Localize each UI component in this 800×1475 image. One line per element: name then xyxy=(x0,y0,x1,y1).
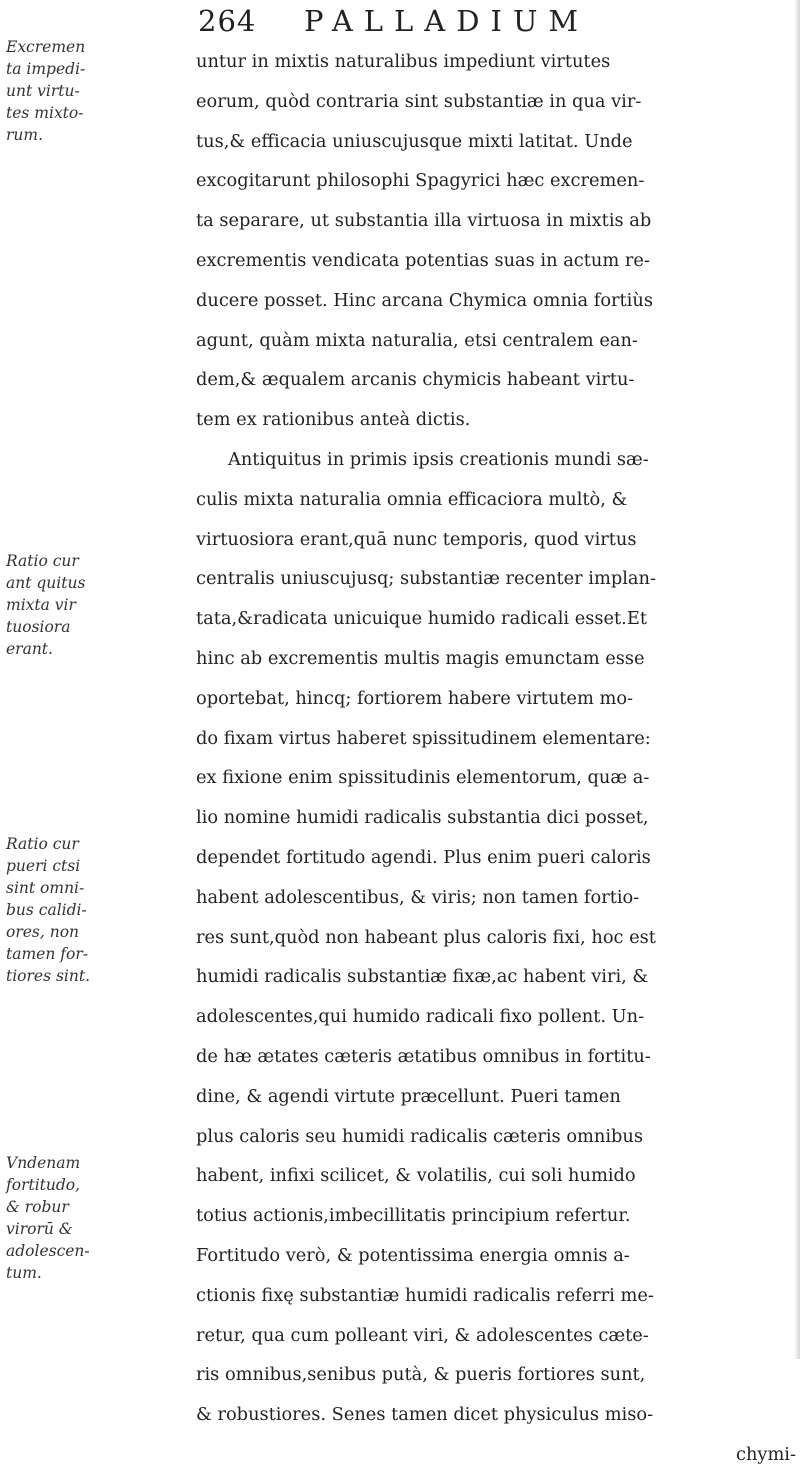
margin-note-strength xyxy=(6,1152,90,1284)
text-line: lio nomine humidi radicalis substantia dici posset, xyxy=(196,807,649,829)
margin-note-line: bus calidi- xyxy=(6,901,87,919)
text-line: adolescentes,qui humido radicali fixo pollent. Un- xyxy=(196,1006,645,1028)
text-line: eorum, quòd contraria sint substantiæ in qua vir- xyxy=(196,90,642,112)
running-title: PALLADIUM xyxy=(304,4,590,38)
margin-note-line: unt virtu- xyxy=(6,82,80,100)
text-line: ris omnibus,senibus putà, & pueris fortiores sunt, xyxy=(196,1364,646,1386)
margin-note-line: tes mixto- xyxy=(6,104,84,122)
text-line: agunt, quàm mixta naturalia, etsi centralem ean- xyxy=(196,329,638,351)
text-line: ctionis fixę substantiæ humidi radicalis referri me- xyxy=(196,1284,654,1306)
margin-note-line: virorū & xyxy=(6,1220,73,1238)
text-line: Antiquitus in primis ipsis creationis mundi sæ- xyxy=(228,448,649,470)
text-line: plus caloris seu humidi radicalis cæteris omnibus xyxy=(196,1125,643,1147)
text-line: res sunt,quòd non habeant plus caloris fixi, hoc est xyxy=(196,926,656,948)
text-line: retur, qua cum polleant viri, & adolescentes cæte- xyxy=(196,1324,649,1346)
text-line: excrementis vendicata potentias suas in actum re- xyxy=(196,249,650,271)
margin-note-excrements xyxy=(6,36,85,146)
text-line: ducere posset. Hinc arcana Chymica omnia fortiùs xyxy=(196,289,653,311)
text-line: ta separare, ut substantia illa virtuosa in mixtis ab xyxy=(196,210,652,232)
text-line: tata,&radicata unicuique humido radicali esset.Et xyxy=(196,608,647,630)
margin-note-line: & robur xyxy=(6,1198,69,1216)
text-line: Fortitudo verò, & potentissima energia omnis a- xyxy=(196,1244,630,1266)
text-line: tem ex rationibus anteà dictis. xyxy=(196,409,471,431)
page-number: 264 xyxy=(198,4,257,38)
catchword: chymi- xyxy=(735,1443,796,1465)
text-line: culis mixta naturalia omnia efficaciora multò, & xyxy=(196,488,628,510)
text-line: tus,& efficacia uniuscujusque mixti latitat. Unde xyxy=(196,130,633,152)
text-line: habent, infixi scilicet, & volatilis, cui soli humido xyxy=(196,1165,636,1187)
text-line: totius actionis,imbecillitatis principium refertur. xyxy=(196,1205,631,1227)
margin-note-line: tuosiora xyxy=(6,618,71,636)
margin-note-line: Ratio cur xyxy=(6,552,79,570)
margin-note-children xyxy=(6,833,90,987)
margin-note-line: mixta vir xyxy=(6,596,76,614)
margin-note-line: pueri ctsi xyxy=(6,857,81,875)
text-line: hinc ab excrementis multis magis emunctam esse xyxy=(196,647,645,669)
text-line: & robustiores. Senes tamen dicet physiculus miso- xyxy=(196,1404,654,1426)
margin-note-antiquity xyxy=(6,550,85,660)
margin-note-line: Vndenam xyxy=(6,1154,81,1172)
margin-note-line: adolescen- xyxy=(6,1242,90,1260)
text-line: oportebat, hincq; fortiorem habere virtutem mo- xyxy=(196,687,634,709)
margin-note-line: fortitudo, xyxy=(6,1176,81,1194)
margin-note-line: Ratio cur xyxy=(6,835,79,853)
margin-note-line: tum. xyxy=(6,1264,42,1282)
text-line: de hæ ætates cæteris ætatibus omnibus in fortitu- xyxy=(196,1045,651,1067)
text-line: dem,& æqualem arcanis chymicis habeant virtu- xyxy=(196,369,635,391)
text-line: untur in mixtis naturalibus impediunt virtutes xyxy=(196,51,611,72)
text-line: do fixam virtus haberet spissitudinem elementare: xyxy=(196,727,651,749)
body-text xyxy=(196,42,796,1475)
text-line: ex fixione enim spissitudinis elementorum, quæ a- xyxy=(196,767,650,789)
text-line: dine, & agendi virtute præcellunt. Pueri tamen xyxy=(196,1085,621,1107)
text-line: dependet fortitudo agendi. Plus enim pueri caloris xyxy=(196,846,651,868)
margin-note-line: tamen for- xyxy=(6,945,88,963)
text-line: excogitarunt philosophi Spagyrici hæc excremen- xyxy=(196,170,645,192)
text-line: habent adolescentibus, & viris; non tamen fortio- xyxy=(196,886,640,908)
margin-note-line: sint omni- xyxy=(6,879,85,897)
margin-notes xyxy=(6,0,124,1359)
page-edge-shadow xyxy=(794,0,800,1359)
margin-note-line: Excremen xyxy=(6,38,86,56)
margin-note-line: ta impedi- xyxy=(6,60,86,78)
margin-note-line: ores, non xyxy=(6,923,80,941)
text-line: virtuosiora erant,quā nunc temporis, quod virtus xyxy=(196,528,637,550)
margin-note-line: rum. xyxy=(6,126,44,144)
margin-note-line: ant quitus xyxy=(6,574,86,592)
margin-note-line: erant. xyxy=(6,640,53,658)
margin-note-line: tiores sint. xyxy=(6,967,91,985)
text-line: humidi radicalis substantiæ fixæ,ac habent viri, & xyxy=(196,966,649,988)
text-line: centralis uniuscujusq; substantiæ recenter implan- xyxy=(196,568,656,590)
